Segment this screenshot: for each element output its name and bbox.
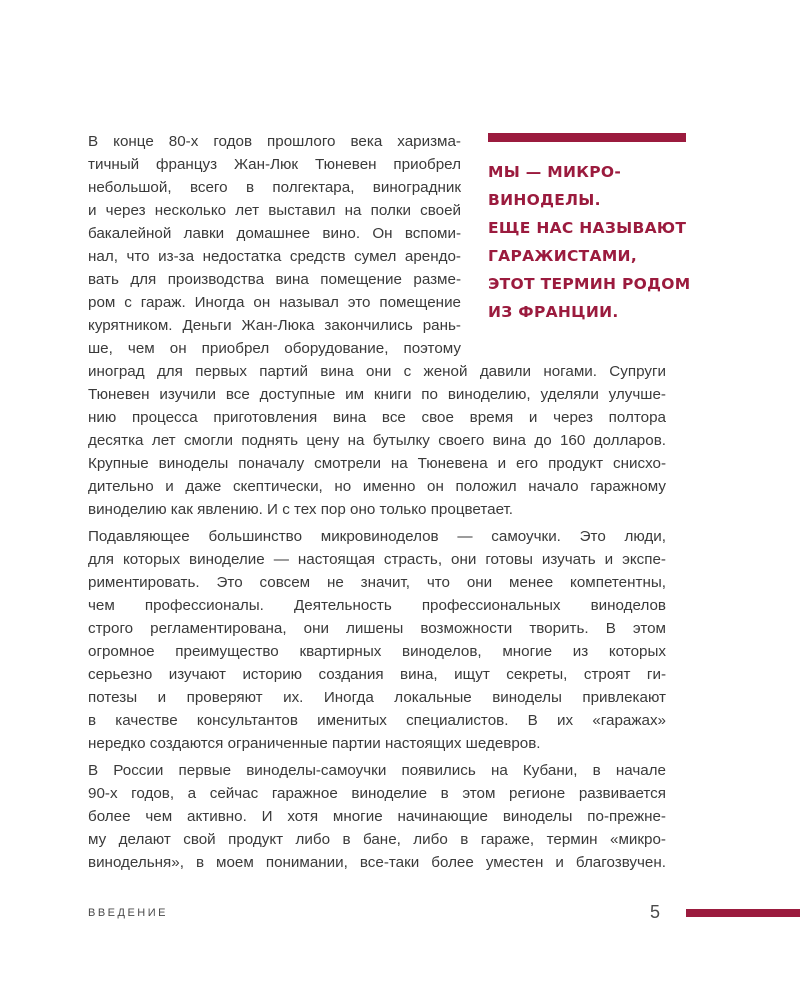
text-line: и через несколько лет выставил на полки своей [88,202,461,219]
pull-quote-line: ИЗ ФРАНЦИИ. [488,303,619,321]
pull-quote [488,158,718,326]
text-line: иноград для первых партий вина они с женой давили ногами. Супруги [88,363,666,380]
text-line: виноделию как явлению. И с тех пор оно только процветает. [88,501,514,518]
text-line: десятка лет смогли поднять цену на бутылку своего вина до 160 долларов. [88,432,666,449]
page-number: 5 [650,902,661,922]
text-line: огромное преимущество квартирных виноделов, многие из которых [88,643,666,660]
pull-quote-line: ГАРАЖИСТАМИ, [488,247,638,265]
text-line: Крупные виноделы поначалу смотрели на Тюневена и его продукт снисхо- [88,455,666,472]
text-line: ше, чем он приобрел оборудование, поэтому [88,340,461,357]
text-line: нию процесса приготовления вина все свое время и через полтора [88,409,666,426]
text-line: в качестве консультантов именитых специалистов. В их «гаражах» [88,712,666,729]
text-line: бакалейной лавки домашнее вино. Он вспоми- [88,225,461,242]
footer-accent-bar [686,909,800,917]
pull-quote-line: МЫ — МИКРО- [488,163,622,181]
pull-quote-bar [488,133,686,142]
text-line: нал, что из-за недостатка средств сумел арендо- [88,248,461,265]
pull-quote-line: ЕЩЕ НАС НАЗЫВАЮТ [488,219,687,237]
text-line: серьезно изучают историю создания вина, ищут секреты, строят ги- [88,666,666,683]
text-line: тичный француз Жан-Люк Тюневен приобрел [88,156,461,173]
text-line: винодельня», в моем понимании, все-таки более уместен и благозвучен. [88,854,666,871]
text-line: небольшой, всего в полгектара, виноградник [88,179,461,196]
text-line: строго регламентирована, они лишены возможности творить. В этом [88,620,666,637]
text-line: В конце 80-х годов прошлого века харизма- [88,133,461,150]
text-line: дительно и даже скептически, но именно он положил начало гаражному [88,478,666,495]
text-line: более чем активно. И хотя многие начинающие виноделы по-прежне- [88,808,666,825]
pull-quote-line: ВИНОДЕЛЫ. [488,191,601,209]
text-line: 90-х годов, а сейчас гаражное виноделие в этом регионе развивается [88,785,666,802]
text-line: ром с гараж. Иногда он называл это помещение [88,294,461,311]
text-line: В России первые виноделы-самоучки появились на Кубани, в начале [88,762,666,779]
text-line: для которых виноделие — настоящая страсть, они готовы изучать и экспе- [88,551,666,568]
section-label: ВВЕДЕНИЕ [88,907,168,919]
text-line: чем профессионалы. Деятельность профессиональных виноделов [88,597,666,614]
pull-quote-line: ЭТОТ ТЕРМИН РОДОМ [488,275,691,293]
text-line: му делают свой продукт либо в бане, либо в гараже, термин «микро- [88,831,666,848]
text-line: риментировать. Это совсем не значит, что они менее компетентны, [88,574,666,591]
text-line: курятником. Деньги Жан-Люка закончились рань- [88,317,461,334]
text-line: Подавляющее большинство микровиноделов — самоучки. Это люди, [88,528,666,545]
text-line: потезы и проверяют их. Иногда локальные виноделы привлекают [88,689,666,706]
text-line: вать для производства вина помещение разме- [88,271,461,288]
text-line: нередко создаются ограниченные партии настоящих шедевров. [88,735,541,752]
text-line: Тюневен изучили все доступные им книги по виноделию, уделяли улучше- [88,386,666,403]
